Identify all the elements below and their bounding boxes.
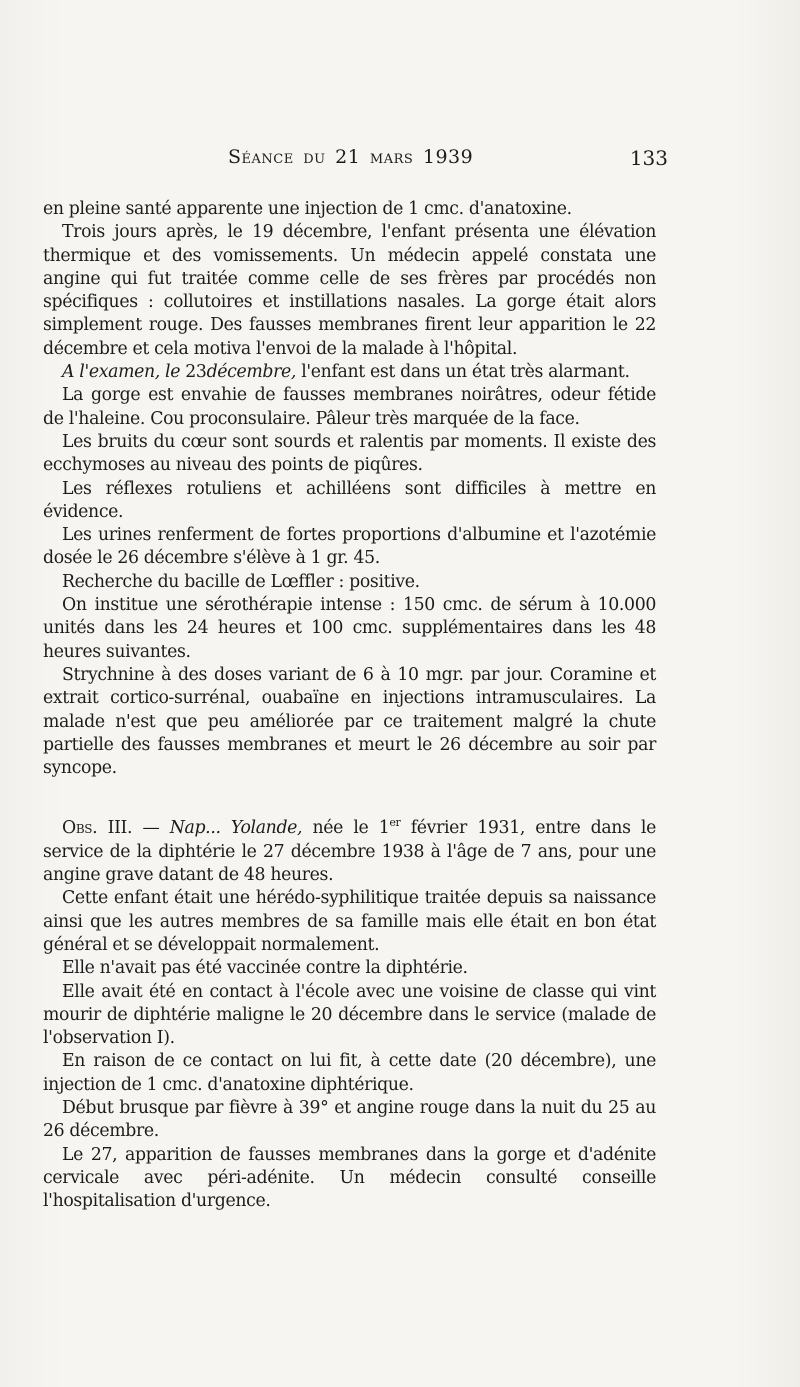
rh-day: 21 (335, 146, 361, 168)
paragraph: Elle avait été en contact à l'école avec une voisine de classe qui vint mourir de diphtérie maligne le 20 décembre dans le service (malade de l'observation I). (43, 981, 656, 1049)
paragraph: Elle n'avait pas été vaccinée contre la diphtérie. (62, 958, 468, 979)
obs3-intro (43, 817, 656, 887)
running-head-title (228, 146, 473, 168)
rh-month: mars (369, 146, 414, 168)
obs-label: Obs. III. (62, 818, 133, 839)
paragraph: Début brusque par fièvre à 39° et angine rouge dans la nuit du 25 au 26 décembre. (43, 1097, 656, 1142)
paragraph: Les réflexes rotuliens et achilléens sont difficiles à mettre en évidence. (43, 478, 656, 522)
page-number: 133 (629, 146, 668, 170)
paragraph: Cette enfant était une hérédo-syphilitique traitée depuis sa naissance ainsi que les autres membres de sa famille mais elle était en bon état général et se développait normalement. (43, 888, 656, 955)
rh-prefix: Séance du (228, 146, 326, 168)
born-post: février 1931, entre dans le service de la diphtérie le 27 décembre 1938 à l'âge de 7 ans, pour une angine grave datant de 48 heures. (43, 818, 656, 886)
paragraph: Trois jours après, le 19 décembre, l'enfant présenta une élévation thermique et des vomissements. Un médecin appelé constata une angine qui fut traitée comme celle de ses frères par procédés non spécifiques : collutoires et instillations nasales. La gorge était alors simplement rouge. Des fausses membranes firent leur apparition le 22 décembre et cela motiva l'envoi de la malade à l'hôpital. (43, 222, 656, 359)
paragraph: Les bruits du cœur sont sourds et ralentis par moments. Il existe des ecchymoses au niveau des points de piqûres. (43, 431, 656, 476)
paragraph: en pleine santé apparente une injection de 1 cmc. d'anatoxine. (43, 199, 572, 219)
examen-date: 23 (185, 362, 207, 383)
paragraph: On institue une sérothérapie intense : 150 cmc. de sérum à 10.000 unités dans les 24 heures et 100 cmc. supplémentaires dans les 48 heures suivantes. (43, 595, 656, 662)
obs-dash: — (142, 818, 160, 839)
patient-name: Nap... Yolande, (169, 818, 303, 839)
paragraph: La gorge est envahie de fausses membranes noirâtres, odeur fétide de l'haleine. Cou proconsulaire. Pâleur très marquée de la face. (43, 385, 656, 429)
paragraph: Les urines renferment de fortes proportions d'albumine et l'azotémie dosée le 26 décembre s'élève à 1 gr. 45. (43, 525, 656, 569)
paragraph: Strychnine à des doses variant de 6 à 10 mgr. par jour. Coramine et extrait cortico-surrénal, ouabaïne en injections intramusculaires. La malade n'est que peu améliorée par ce traitement malgré la chute partielle des fausses membranes et meurt le 26 décembre au soir par syncope. (43, 664, 656, 779)
running-head (228, 146, 668, 174)
paragraph: Le 27, apparition de fausses membranes dans la gorge et d'adénite cervicale avec péri-adénite. Un médecin consulté conseille l'hospitalisation d'urgence. (43, 1144, 656, 1212)
body-text (43, 198, 656, 1213)
rh-year: 1939 (422, 146, 474, 168)
born-pre: née le 1 (312, 818, 390, 839)
examen-month: décembre, (206, 362, 297, 383)
paragraph-examen (43, 361, 656, 384)
paragraph: En raison de ce contact on lui fit, à cette date (20 décembre), une injection de 1 cmc. d'anatoxine diphtérique. (43, 1051, 656, 1095)
born-sup: er (389, 816, 401, 830)
examen-rest: l'enfant est dans un état très alarmant. (301, 362, 630, 383)
paragraph: Recherche du bacille de Lœffler : positive. (62, 571, 420, 592)
section-gap (43, 780, 656, 817)
examen-italic: A l'examen, le (62, 362, 181, 383)
